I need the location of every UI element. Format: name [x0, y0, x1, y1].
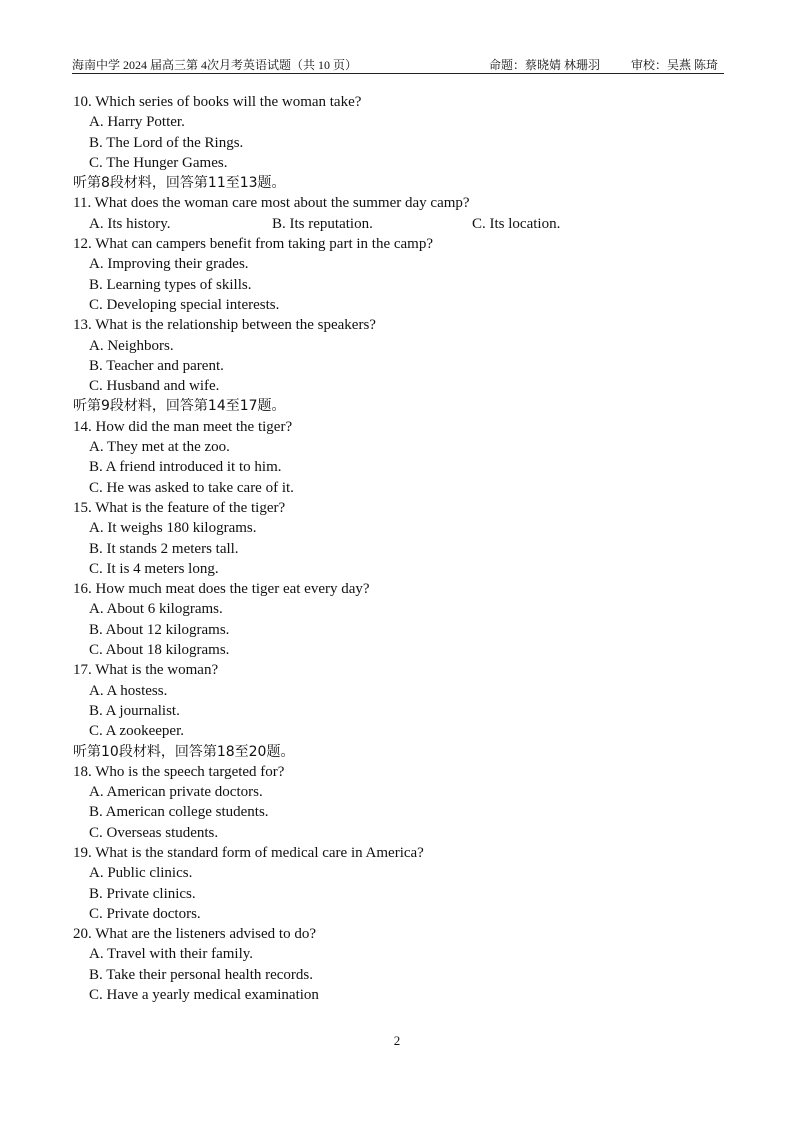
answer-option: A. Neighbors.: [89, 337, 174, 354]
answer-option: A. A hostess.: [89, 682, 168, 699]
answer-option: C. Developing special interests.: [89, 296, 280, 313]
question: 20. What are the listeners advised to do?: [73, 926, 316, 943]
author-credit: 命题：蔡晓婧 林珊羽: [488, 58, 600, 72]
question: 11. What does the woman care most about the summer day camp?: [73, 195, 470, 212]
answer-option: A. American private doctors.: [89, 784, 263, 801]
answer-option: C. The Hunger Games.: [89, 154, 228, 171]
credits: [485, 57, 718, 73]
answer-option: A. It weighs 180 kilograms.: [89, 520, 257, 537]
answer-option: B. Its reputation.: [272, 215, 373, 232]
answer-option: C. Have a yearly medical examination: [89, 987, 319, 1004]
answer-option: B. Teacher and parent.: [89, 357, 224, 374]
answer-option: C. Private doctors.: [89, 905, 201, 922]
answer-option: B. About 12 kilograms.: [89, 621, 230, 638]
answer-option: B. American college students.: [89, 804, 269, 821]
exam-title: 海南中学 2024 届高三第 4次月考英语试题（共 10 页）: [72, 58, 358, 72]
answer-option: C. Its location.: [472, 215, 561, 232]
answer-option: B. Take their personal health records.: [89, 966, 314, 983]
section-instruction: 听第8段材料，回答第11至13题。: [73, 175, 286, 192]
answer-option: A. About 6 kilograms.: [89, 601, 223, 618]
answer-option: C. A zookeeper.: [89, 723, 184, 740]
question: 15. What is the feature of the tiger?: [73, 499, 286, 516]
answer-option: A. They met at the zoo.: [89, 439, 230, 456]
answer-option: A. Improving their grades.: [89, 256, 249, 273]
answer-option: C. Overseas students.: [89, 824, 219, 841]
answer-option: A. Public clinics.: [89, 865, 193, 882]
question: 18. Who is the speech targeted for?: [73, 763, 285, 780]
question: 12. What can campers benefit from taking part in the camp?: [73, 236, 433, 253]
answer-option: B. A friend introduced it to him.: [89, 459, 282, 476]
answer-option: C. About 18 kilograms.: [89, 642, 230, 659]
answer-option: B. A journalist.: [89, 702, 180, 719]
answer-option: B. It stands 2 meters tall.: [89, 540, 239, 557]
question: 14. How did the man meet the tiger?: [73, 418, 293, 435]
answer-option-row: [73, 214, 713, 234]
answer-option: A. Harry Potter.: [89, 114, 185, 131]
answer-option: C. It is 4 meters long.: [89, 560, 219, 577]
reviewer-credit: 审校：吴燕 陈琦: [630, 58, 718, 72]
page-header: [72, 57, 724, 74]
section-instruction: 听第9段材料，回答第14至17题。: [73, 398, 286, 415]
question: 16. How much meat does the tiger eat every day?: [73, 581, 370, 598]
question: 10. Which series of books will the woman take?: [73, 94, 362, 110]
question: 19. What is the standard form of medical care in America?: [73, 844, 424, 861]
answer-option: C. He was asked to take care of it.: [89, 479, 294, 496]
answer-option: C. Husband and wife.: [89, 378, 220, 395]
answer-option: B. The Lord of the Rings.: [89, 134, 244, 151]
question-list: [73, 92, 713, 1005]
answer-option: B. Private clinics.: [89, 885, 196, 902]
answer-option: B. Learning types of skills.: [89, 276, 252, 293]
page-number: 2: [393, 1033, 401, 1048]
answer-option: A. Travel with their family.: [89, 946, 254, 963]
question: 17. What is the woman?: [73, 662, 219, 679]
answer-option: A. Its history.: [89, 215, 171, 232]
section-instruction: 听第10段材料，回答第18至20题。: [73, 743, 295, 760]
question: 13. What is the relationship between the speakers?: [73, 317, 376, 334]
